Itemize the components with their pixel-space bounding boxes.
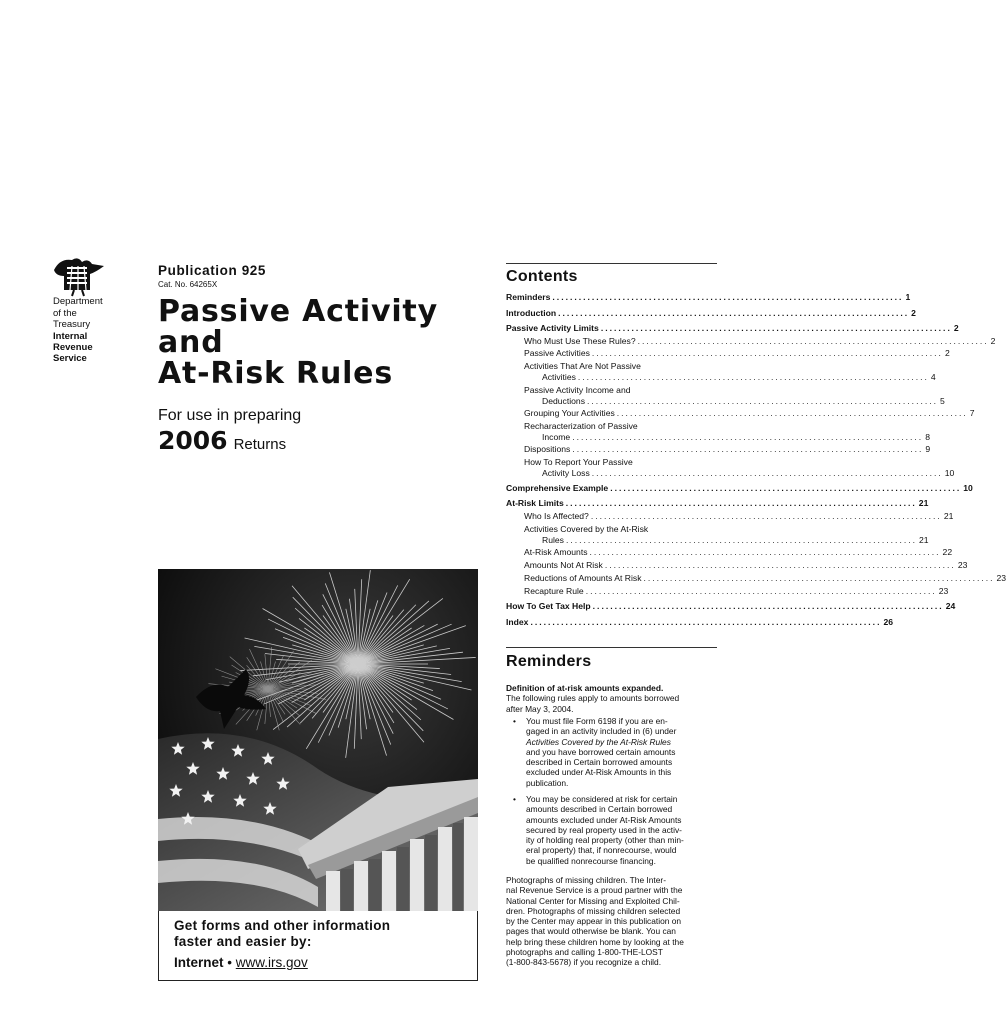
- toc-page-number: 1: [905, 292, 911, 302]
- internet-line: [174, 955, 308, 970]
- toc-item[interactable]: [524, 547, 953, 557]
- toc-item-label-line: Passive Activity Income and: [524, 385, 631, 395]
- internal-revenue-service: Internal Revenue Service: [53, 331, 93, 364]
- bullet: •: [227, 955, 233, 970]
- toc-item-label: Introduction: [506, 308, 557, 318]
- toc-item[interactable]: [524, 573, 1006, 583]
- irs-website-link[interactable]: www.irs.gov: [235, 955, 308, 970]
- toc-item-label: Activity Loss: [542, 468, 590, 478]
- toc-item[interactable]: [524, 444, 931, 454]
- toc-leader-dots: ................................................................................: [565, 535, 917, 545]
- get-forms-line-1: Get forms and other information: [174, 918, 391, 933]
- toc-item-label-line: How To Report Your Passive: [524, 457, 633, 467]
- toc-item-label-line: Activities Covered by the At-Risk: [524, 524, 649, 534]
- toc-item[interactable]: [524, 586, 949, 596]
- toc-item-label: At-Risk Amounts: [524, 547, 588, 557]
- toc-page-number: 21: [919, 535, 929, 545]
- toc-leader-dots: ................................................................................: [600, 323, 952, 333]
- toc-item-label-line: Recharacterization of Passive: [524, 421, 638, 431]
- toc-item[interactable]: [506, 308, 916, 318]
- toc-item-label: At-Risk Limits: [506, 498, 564, 508]
- toc-leader-dots: ................................................................................: [565, 498, 917, 508]
- toc-leader-dots: ................................................................................: [572, 432, 924, 442]
- toc-page-number: 4: [930, 372, 936, 382]
- missing-children-paragraph: Photographs of missing children. The Inter- nal Revenue Service is a proud partner with the National Center for Missing and Exploited Chil- dren. Photographs of missing children selected by the Center may appear in this publication on pages that would otherwise be blank. You can help bring these children home by looking at the photographs and calling 1-800-THE-LOST (1-800-843-5678) if you recognize a child.: [506, 875, 684, 968]
- toc-page-number: 2: [990, 336, 996, 346]
- toc-item-label: Who Is Affected?: [524, 511, 589, 521]
- toc-leader-dots: ................................................................................: [558, 308, 910, 318]
- returns-label: Returns: [233, 436, 287, 453]
- toc-page-number: 21: [943, 511, 954, 521]
- toc-page-number: 23: [957, 560, 968, 570]
- toc-item[interactable]: [524, 511, 954, 521]
- title-line-3: At-Risk Rules: [158, 356, 393, 391]
- toc-page-number: 22: [942, 547, 953, 557]
- cover-photo: [158, 569, 478, 911]
- bullet: •: [513, 716, 516, 726]
- toc-item[interactable]: [542, 432, 930, 442]
- toc-item[interactable]: [542, 535, 929, 545]
- reminders-heading: Reminders: [506, 653, 592, 670]
- toc-item-label: Activities: [542, 372, 576, 382]
- toc-page-number: 2: [953, 323, 959, 333]
- toc-item-label: Amounts Not At Risk: [524, 560, 603, 570]
- toc-page-number: 10: [963, 483, 973, 493]
- toc-item-label: Passive Activities: [524, 348, 590, 358]
- toc-item[interactable]: [542, 372, 936, 382]
- reminders-rule: [506, 647, 717, 648]
- toc-page-number: 9: [925, 444, 931, 454]
- toc-item-label-line: Activities That Are Not Passive: [524, 361, 641, 371]
- toc-item-label: Income: [542, 432, 571, 442]
- reminder-bullet-2: • You may be considered at risk for certain amounts described in Certain borrowed amounts excluded under At-Risk Amounts secured by real property used in the activ- ity of holding real property (other than min- eral property) that, if nonrecourse, would be qualified nonrecourse financing.: [513, 794, 684, 866]
- toc-item-label: Deductions: [542, 396, 585, 406]
- toc-item-label: Rules: [542, 535, 564, 545]
- internet-label: Internet: [174, 955, 224, 970]
- toc-leader-dots: ................................................................................: [590, 511, 942, 521]
- toc-leader-dots: ................................................................................: [616, 408, 968, 418]
- toc-leader-dots: ................................................................................: [637, 336, 989, 346]
- toc-leader-dots: ................................................................................: [589, 547, 941, 557]
- toc-item[interactable]: [524, 560, 968, 570]
- for-use-text: For use in preparing: [158, 407, 302, 424]
- toc-leader-dots: ................................................................................: [530, 617, 882, 627]
- toc-item[interactable]: [506, 483, 973, 493]
- toc-leader-dots: ................................................................................: [552, 292, 904, 302]
- toc-leader-dots: ................................................................................: [577, 372, 929, 382]
- toc-page-number: 8: [925, 432, 930, 442]
- catalog-number: Cat. No. 64265X: [158, 280, 218, 289]
- toc-leader-dots: ................................................................................: [610, 483, 962, 493]
- toc-item-label: Passive Activity Limits: [506, 323, 599, 333]
- toc-page-number: 23: [938, 586, 949, 596]
- toc-item[interactable]: [524, 348, 950, 358]
- contents-heading: Contents: [506, 268, 578, 285]
- toc-item[interactable]: [524, 336, 996, 346]
- toc-page-number: 23: [996, 573, 1006, 583]
- toc-item-label: How To Get Tax Help: [506, 601, 591, 611]
- bullet: •: [513, 794, 516, 804]
- publication-number: Publication 925: [158, 263, 267, 278]
- department-of-treasury: Department of the Treasury: [53, 296, 103, 330]
- toc-item[interactable]: [542, 468, 955, 478]
- contents-rule: [506, 263, 717, 264]
- toc-leader-dots: ................................................................................: [592, 601, 944, 611]
- toc-item[interactable]: [506, 292, 911, 302]
- toc-item-label: Who Must Use These Rules?: [524, 336, 636, 346]
- toc-page-number: 10: [944, 468, 955, 478]
- title-line-2: and: [158, 325, 224, 360]
- toc-page-number: 24: [945, 601, 956, 611]
- toc-page-number: 7: [969, 408, 975, 418]
- tax-year: 2006: [158, 426, 228, 455]
- toc-item[interactable]: [506, 601, 956, 611]
- toc-leader-dots: ................................................................................: [591, 468, 943, 478]
- toc-item[interactable]: [506, 617, 894, 627]
- reminder-paragraph-1: Definition of at-risk amounts expanded. The following rules apply to amounts borrowed after May 3, 2004.: [506, 683, 680, 714]
- toc-item[interactable]: [524, 408, 975, 418]
- toc-item-label: Recapture Rule: [524, 586, 584, 596]
- toc-page-number: 2: [911, 308, 916, 318]
- toc-leader-dots: ................................................................................: [572, 444, 924, 454]
- toc-item-label: Reductions of Amounts At Risk: [524, 573, 642, 583]
- toc-page-number: 21: [918, 498, 929, 508]
- toc-item-label: Reminders: [506, 292, 551, 302]
- toc-item-label: Comprehensive Example: [506, 483, 609, 493]
- toc-leader-dots: ................................................................................: [591, 348, 943, 358]
- toc-leader-dots: ................................................................................: [587, 396, 939, 406]
- toc-page-number: 2: [944, 348, 950, 358]
- get-forms-line-2: faster and easier by:: [174, 934, 312, 949]
- toc-leader-dots: ................................................................................: [643, 573, 995, 583]
- toc-item-label: Grouping Your Activities: [524, 408, 615, 418]
- toc-item[interactable]: [542, 396, 945, 406]
- toc-item[interactable]: [506, 323, 959, 333]
- irs-eagle-logo: [52, 256, 106, 296]
- toc-item-label: Index: [506, 617, 529, 627]
- tax-year-row: [158, 426, 286, 455]
- title-line-1: Passive Activity: [158, 294, 438, 329]
- toc-page-number: 5: [940, 396, 945, 406]
- toc-item[interactable]: [506, 498, 929, 508]
- reminder-bullet-1: • You must file Form 6198 if you are en- gaged in an activity included in (6) under Activities Covered by the At-Risk Rules and you have borrowed certain amounts described in Certain borrowed amounts excluded under At-Risk Amounts in this publication.: [513, 716, 677, 788]
- toc-leader-dots: ................................................................................: [604, 560, 956, 570]
- toc-item-label: Dispositions: [524, 444, 571, 454]
- toc-leader-dots: ................................................................................: [585, 586, 937, 596]
- toc-page-number: 26: [883, 617, 894, 627]
